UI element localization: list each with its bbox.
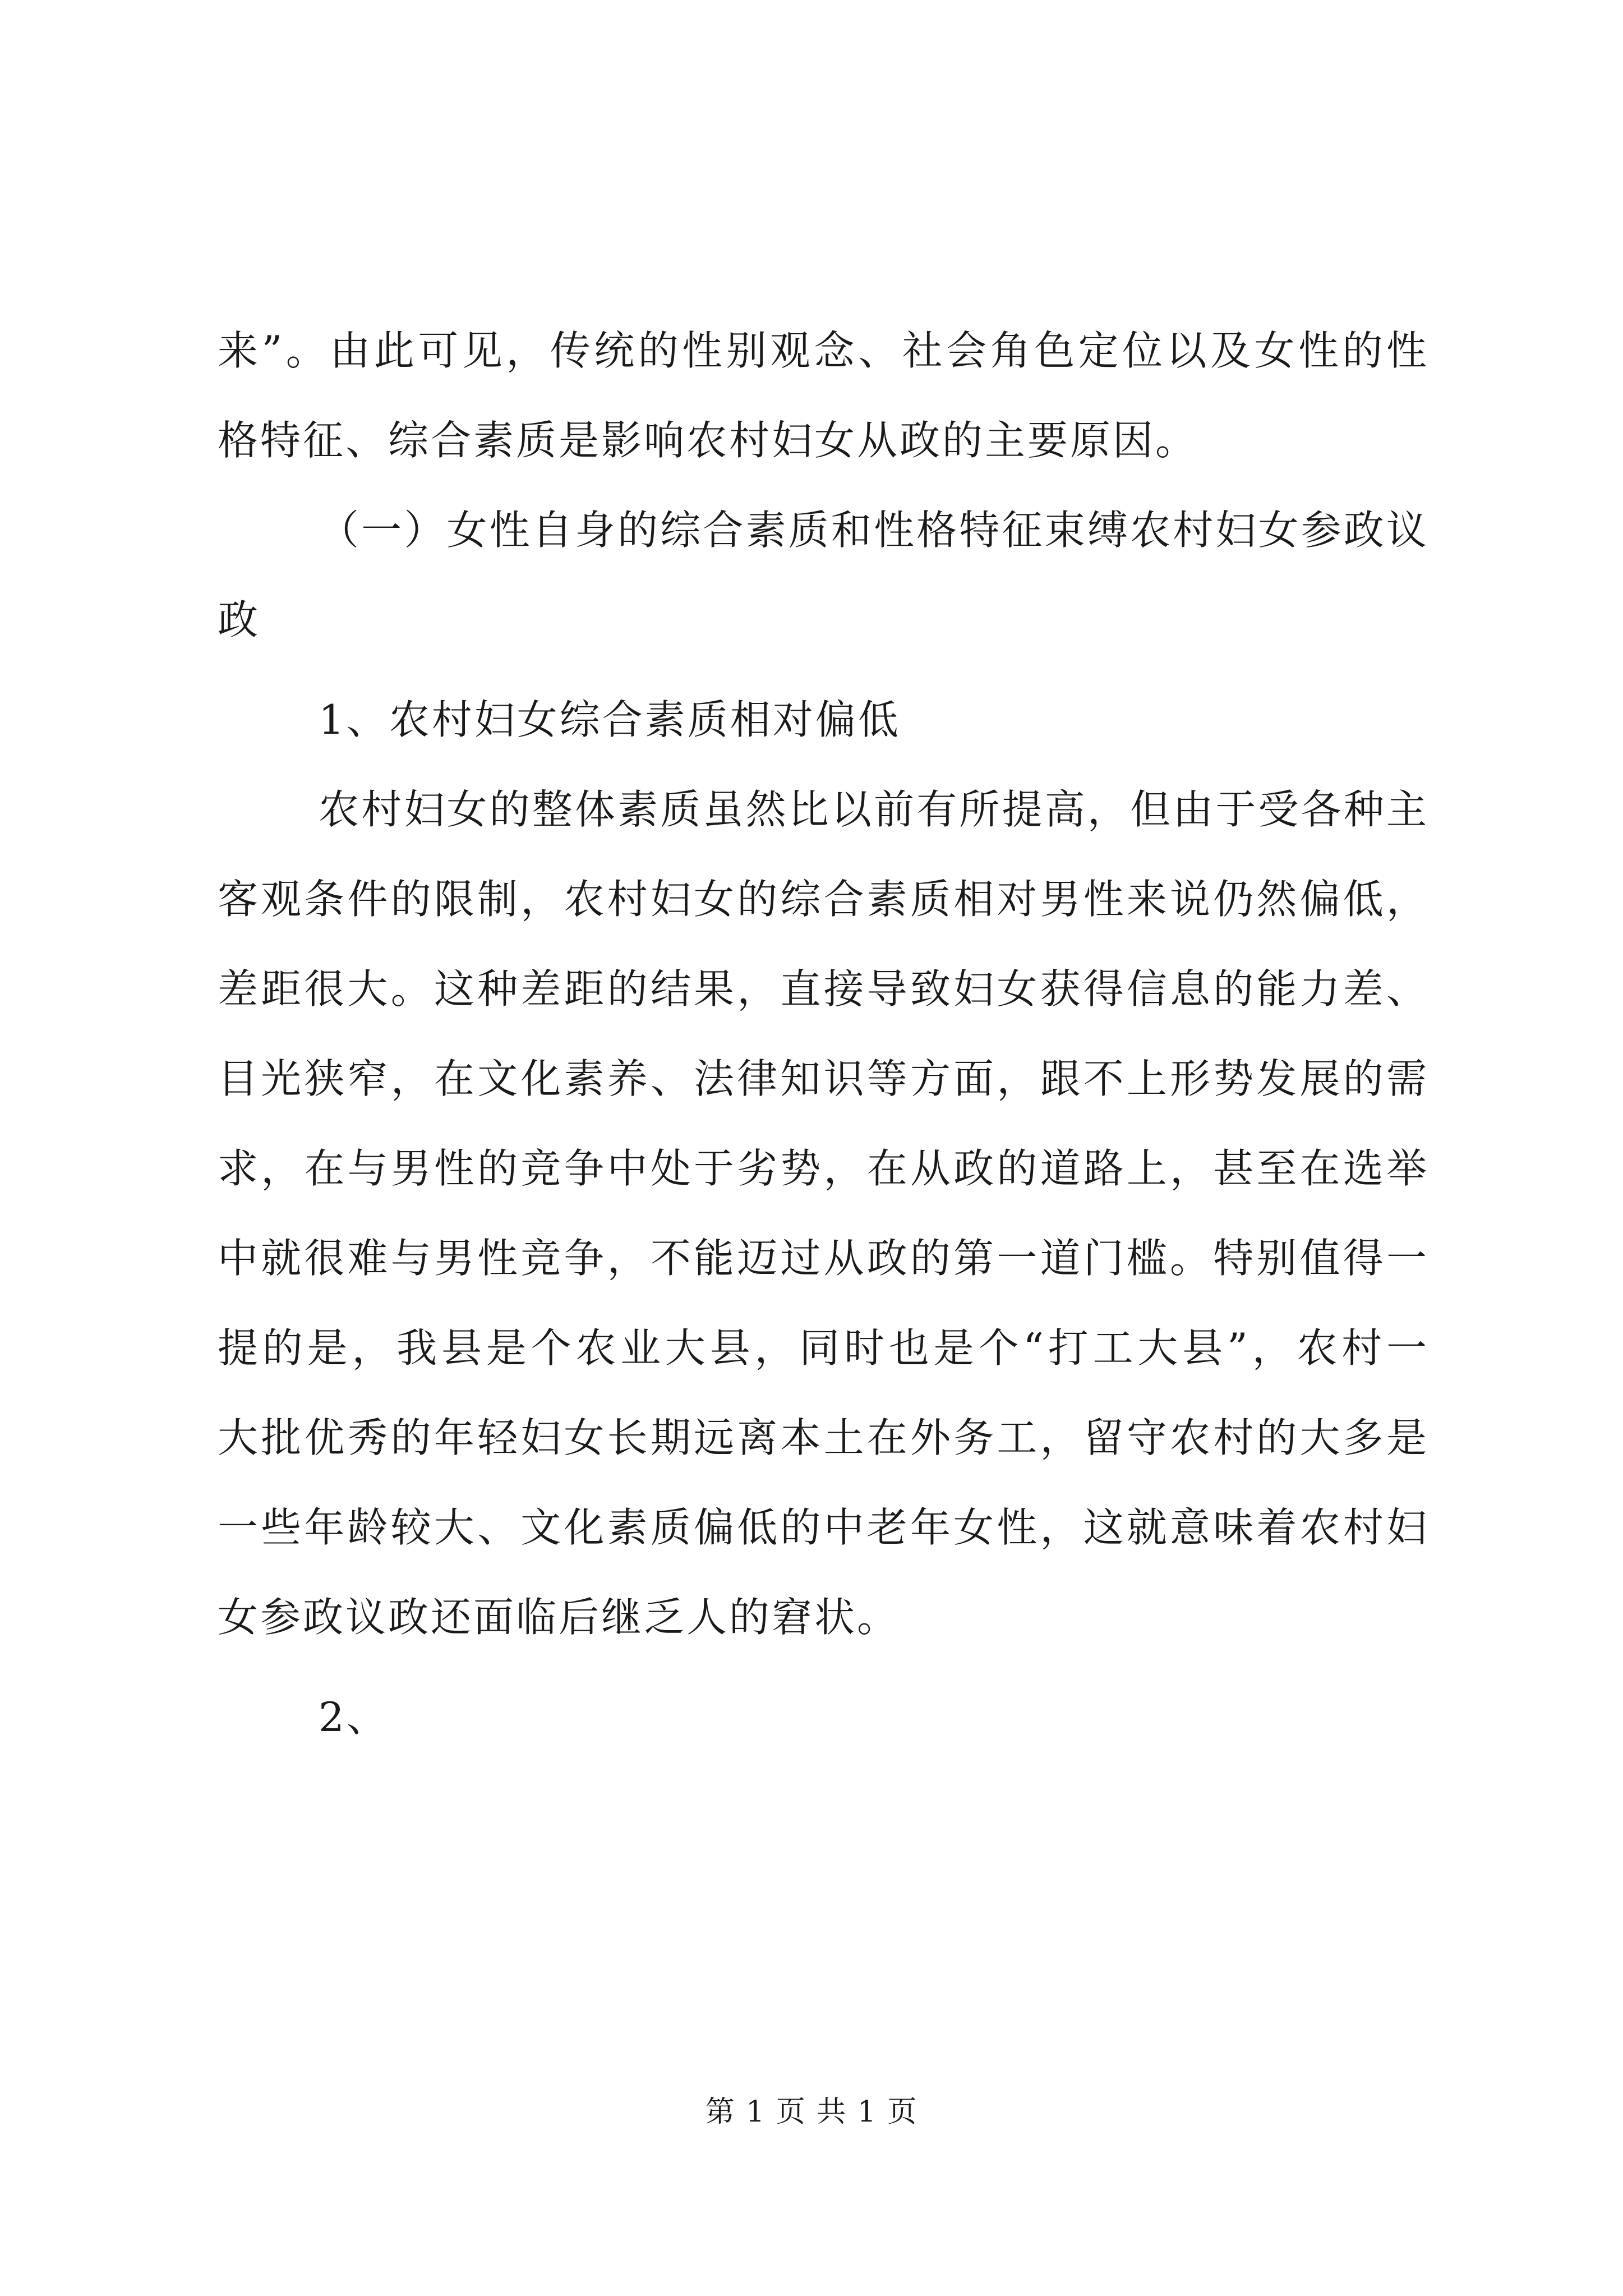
- document-body: [218, 306, 1429, 1762]
- body-paragraph-line-8: 大批优秀的年轻妇女长期远离本土在外务工，留守农村的大多是: [218, 1414, 1429, 1461]
- paragraph-1-line-1: 来”。由此可见，传统的性别观念、社会角色定位以及女性的性: [218, 327, 1429, 374]
- section-heading-line-1: （一）女性自身的综合素质和性格特征束缚农村妇女参政议: [319, 507, 1429, 554]
- body-paragraph-line-6: 中就很难与男性竞争，不能迈过从政的第一道门槛。特别值得一: [218, 1235, 1429, 1282]
- paragraph-1-line-2: 格特征、综合素质是影响农村妇女从政的主要原因。: [218, 417, 1198, 464]
- body-paragraph-line-1: 农村妇女的整体素质虽然比以前有所提高，但由于受各种主: [319, 786, 1429, 833]
- body-paragraph-line-5: 求，在与男性的竞争中处于劣势，在从政的道路上，甚至在选举: [218, 1145, 1429, 1192]
- section-heading-line-2: 政: [218, 596, 261, 643]
- body-paragraph-line-10: 女参政议政还面临后继乏人的窘状。: [218, 1594, 900, 1641]
- page-footer: 第 1 页 共 1 页: [705, 2095, 918, 2129]
- body-paragraph-line-2: 客观条件的限制，农村妇女的综合素质相对男性来说仍然偏低，: [218, 876, 1429, 923]
- body-paragraph-line-4: 目光狭窄，在文化素养、法律知识等方面，跟不上形势发展的需: [218, 1055, 1429, 1102]
- body-paragraph-line-9: 一些年龄较大、文化素质偏低的中老年女性，这就意味着农村妇: [218, 1504, 1429, 1551]
- subheading-1: 1、农村妇女综合素质相对偏低: [319, 696, 901, 743]
- subheading-2: 2、: [319, 1694, 389, 1741]
- body-paragraph-line-7: 提的是，我县是个农业大县，同时也是个“打工大县”，农村一: [218, 1324, 1429, 1372]
- body-paragraph-line-3: 差距很大。这种差距的结果，直接导致妇女获得信息的能力差、: [218, 965, 1429, 1013]
